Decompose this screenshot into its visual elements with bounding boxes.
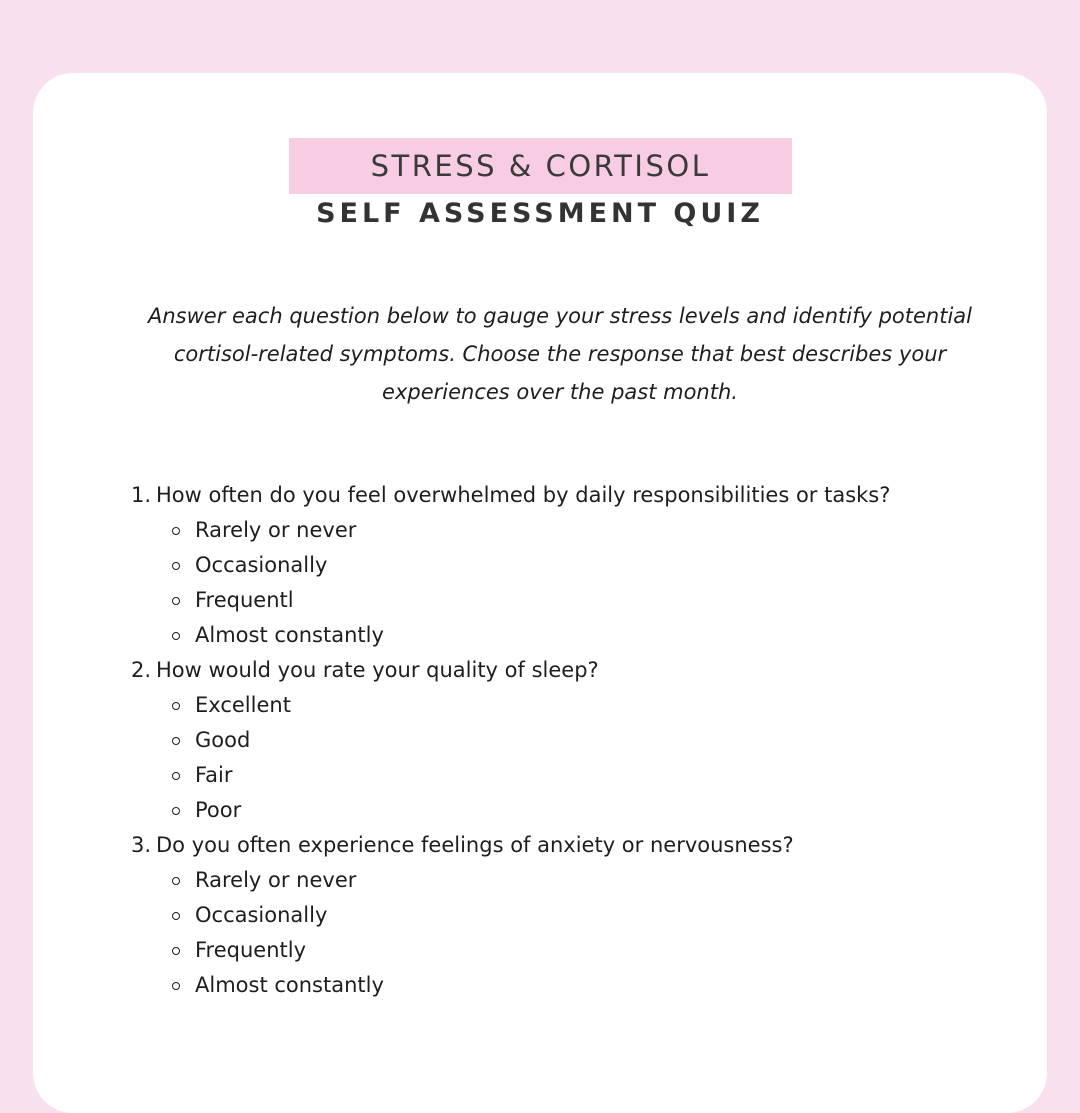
question-list bbox=[131, 478, 1011, 1003]
option-label: Fair bbox=[195, 763, 233, 787]
question-text: Do you often experience feelings of anxiety or nervousness? bbox=[156, 833, 794, 857]
question-3 bbox=[131, 828, 1011, 1003]
option-label: Frequentl bbox=[195, 588, 294, 612]
question-number: 1. bbox=[131, 483, 152, 507]
answer-option[interactable] bbox=[131, 968, 1011, 1003]
circle-bullet-icon bbox=[172, 982, 180, 990]
option-label: Rarely or never bbox=[195, 868, 357, 892]
option-label: Almost constantly bbox=[195, 623, 384, 647]
answer-option[interactable] bbox=[131, 898, 1011, 933]
intro-text: Answer each question below to gauge your stress levels and identify potential cortisol-related symptoms. Choose the response that best describes your experiences over the past month. bbox=[147, 304, 972, 404]
option-label: Occasionally bbox=[195, 553, 328, 577]
circle-bullet-icon bbox=[172, 947, 180, 955]
option-label: Rarely or never bbox=[195, 518, 357, 542]
answer-options bbox=[131, 863, 1011, 1003]
question-2 bbox=[131, 653, 1011, 828]
answer-option[interactable] bbox=[131, 618, 1011, 653]
answer-option[interactable] bbox=[131, 513, 1011, 548]
answer-option[interactable] bbox=[131, 688, 1011, 723]
option-label: Frequently bbox=[195, 938, 307, 962]
question-number: 3. bbox=[131, 833, 152, 857]
circle-bullet-icon bbox=[172, 807, 180, 815]
answer-option[interactable] bbox=[131, 933, 1011, 968]
circle-bullet-icon bbox=[172, 632, 180, 640]
option-label: Good bbox=[195, 728, 251, 752]
answer-option[interactable] bbox=[131, 793, 1011, 828]
option-label: Occasionally bbox=[195, 903, 328, 927]
circle-bullet-icon bbox=[172, 562, 180, 570]
circle-bullet-icon bbox=[172, 702, 180, 710]
answer-options bbox=[131, 513, 1011, 653]
question-text: How would you rate your quality of sleep? bbox=[156, 658, 599, 682]
circle-bullet-icon bbox=[172, 772, 180, 780]
answer-option[interactable] bbox=[131, 863, 1011, 898]
circle-bullet-icon bbox=[172, 527, 180, 535]
circle-bullet-icon bbox=[172, 877, 180, 885]
title-banner bbox=[289, 138, 792, 194]
option-label: Poor bbox=[195, 798, 242, 822]
question-1 bbox=[131, 478, 1011, 653]
question-text: How often do you feel overwhelmed by daily responsibilities or tasks? bbox=[156, 483, 891, 507]
option-label: Excellent bbox=[195, 693, 291, 717]
circle-bullet-icon bbox=[172, 737, 180, 745]
page-subtitle: SELF ASSESSMENT QUIZ bbox=[316, 198, 764, 229]
question-number: 2. bbox=[131, 658, 152, 682]
answer-option[interactable] bbox=[131, 583, 1011, 618]
answer-options bbox=[131, 688, 1011, 828]
answer-option[interactable] bbox=[131, 723, 1011, 758]
circle-bullet-icon bbox=[172, 912, 180, 920]
page-title: STRESS & CORTISOL bbox=[370, 149, 711, 183]
option-label: Almost constantly bbox=[195, 973, 384, 997]
circle-bullet-icon bbox=[172, 597, 180, 605]
answer-option[interactable] bbox=[131, 758, 1011, 793]
answer-option[interactable] bbox=[131, 548, 1011, 583]
